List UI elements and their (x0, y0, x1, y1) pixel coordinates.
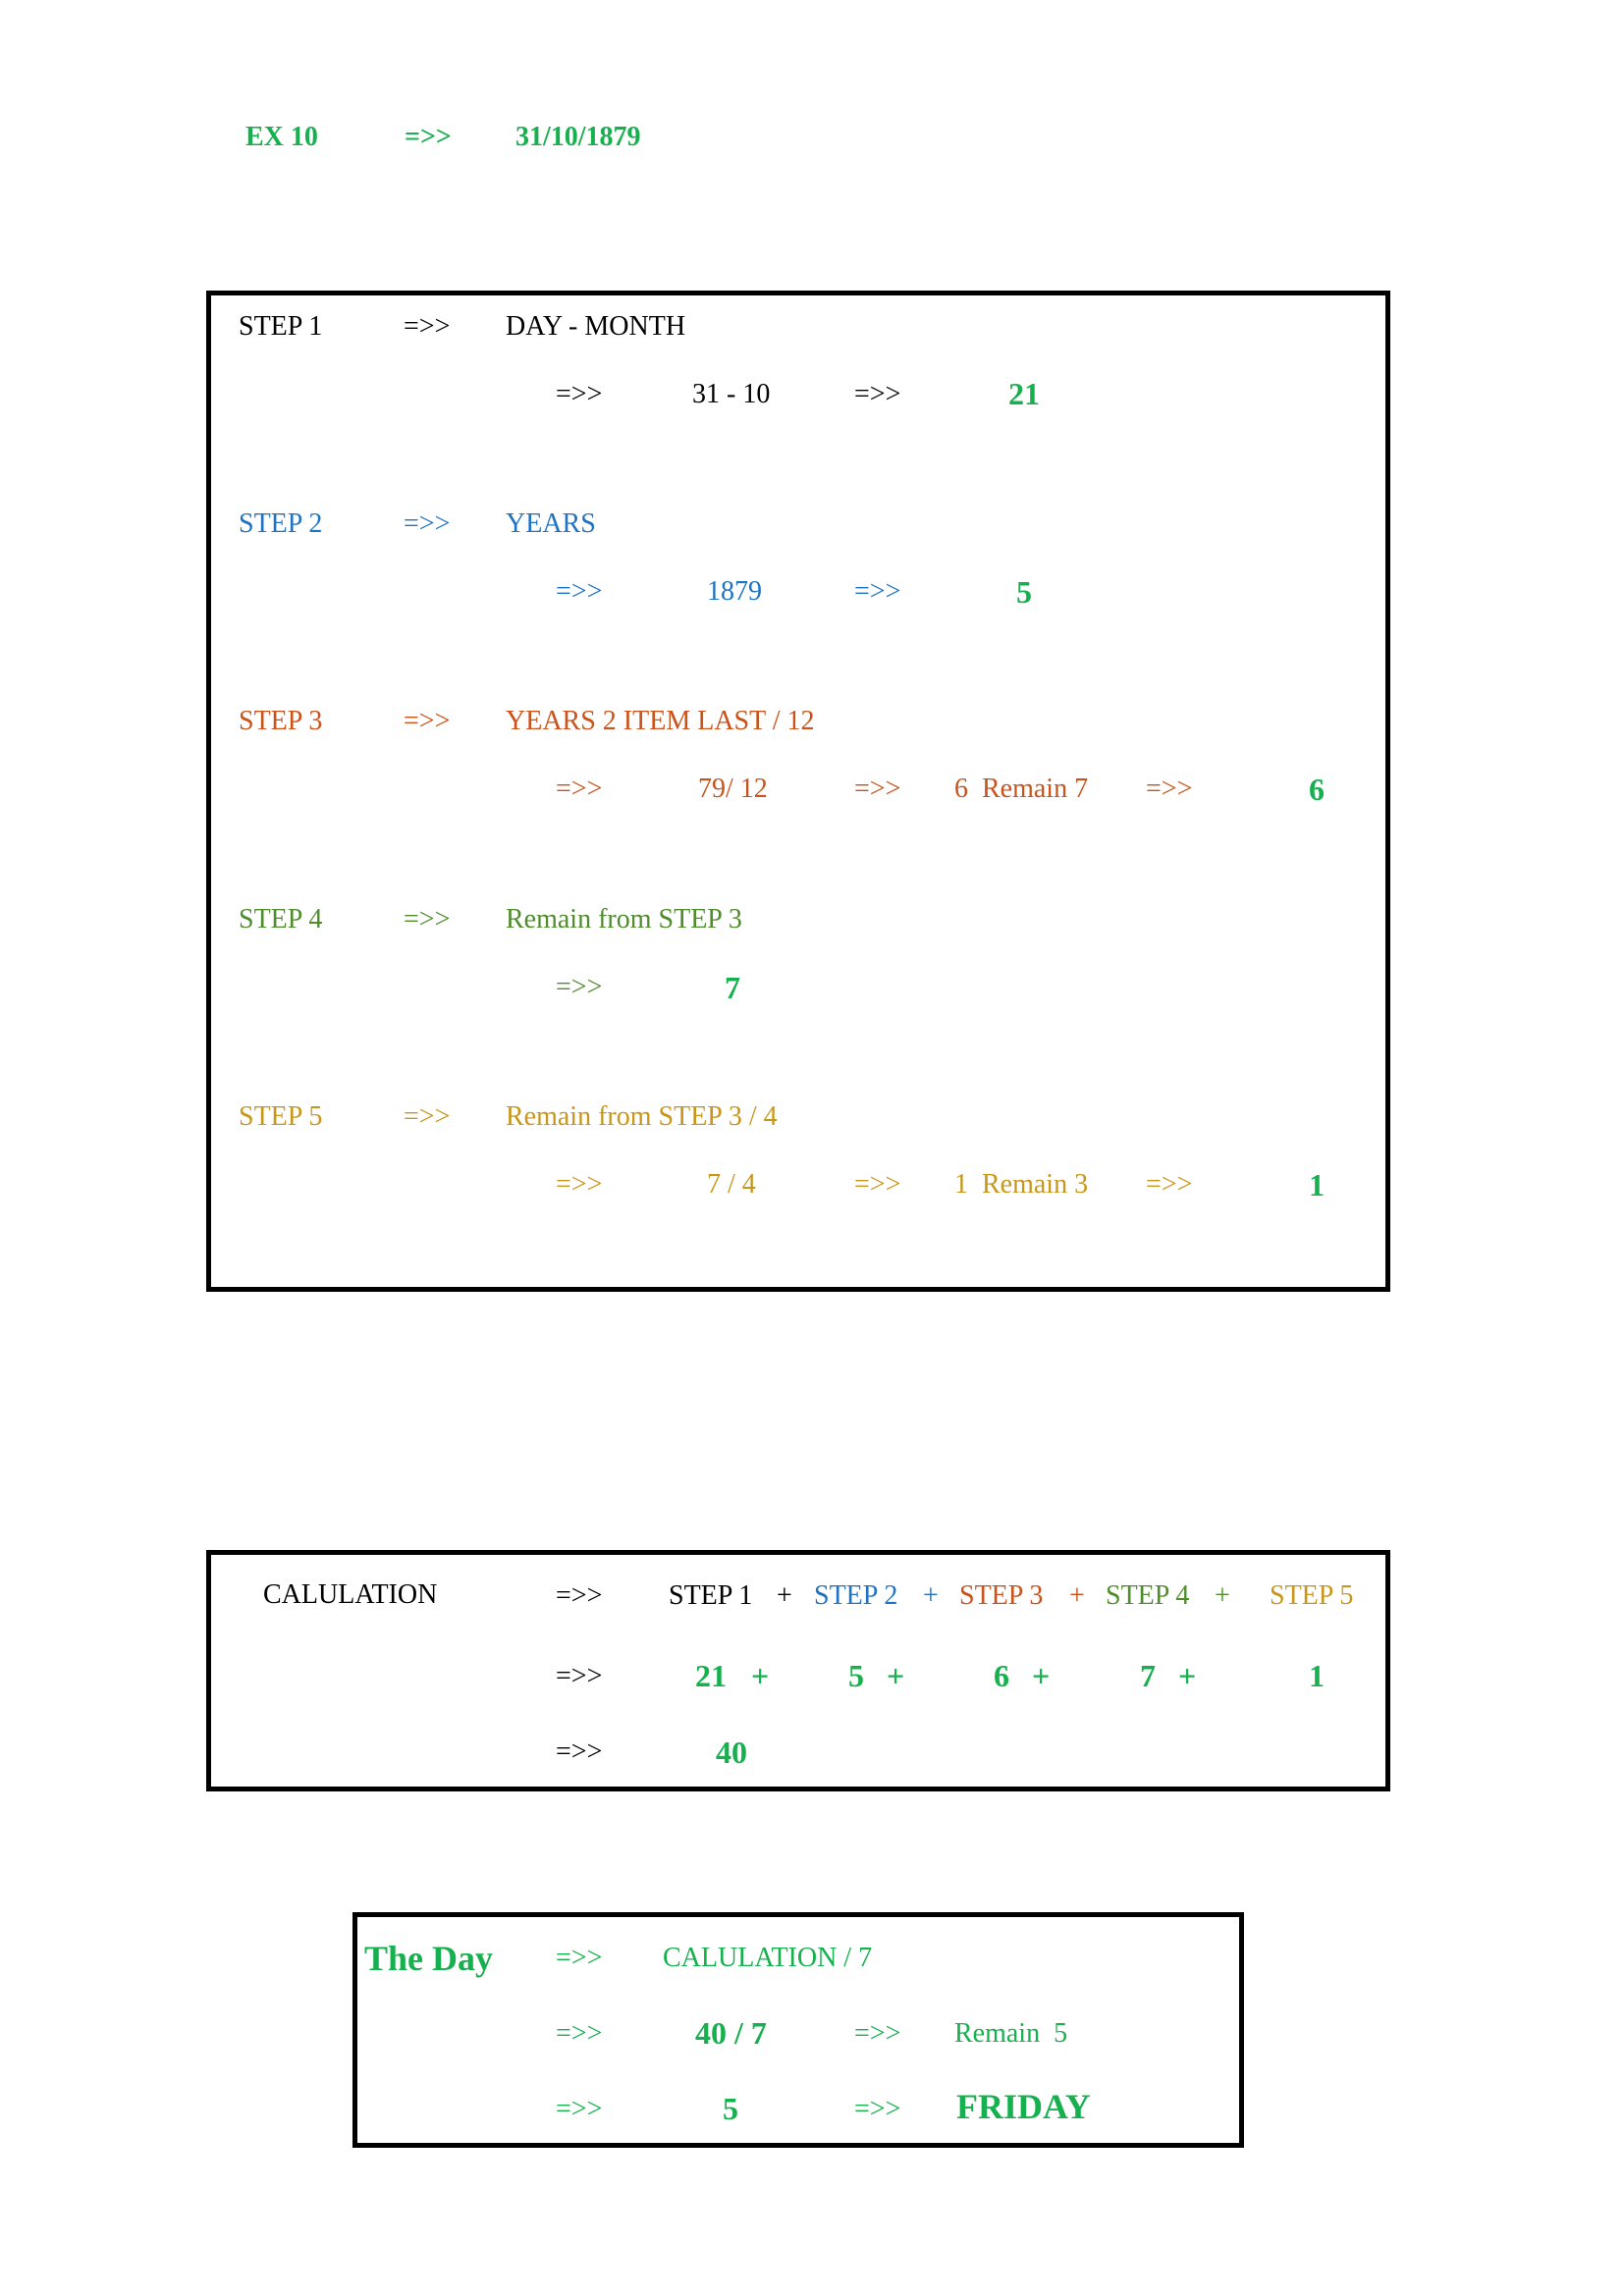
step4-result: 7 (725, 970, 740, 1005)
calc-step3-label: STEP 3 (959, 1580, 1044, 1611)
calc-plus-3: + (1069, 1580, 1085, 1611)
step3-description: YEARS 2 ITEM LAST / 12 (506, 706, 815, 736)
calc-value-plus-3: + (1032, 1658, 1051, 1693)
step1-result: 21 (1008, 376, 1040, 411)
step5-description: Remain from STEP 3 / 4 (506, 1101, 778, 1132)
step3-quotient-remainder: 6 Remain 7 (954, 774, 1089, 804)
calculation-arrow-3: =>> (556, 1736, 603, 1767)
calc-step2-label: STEP 2 (814, 1580, 898, 1611)
steps-box (206, 291, 1390, 1292)
step3-arrow-4: =>> (1146, 774, 1193, 804)
step5-arrow-4: =>> (1146, 1169, 1193, 1200)
step1-input: 31 - 10 (692, 379, 771, 409)
step5-label: STEP 5 (239, 1101, 323, 1132)
calc-plus-1: + (777, 1580, 792, 1611)
calculation-arrow-2: =>> (556, 1661, 603, 1691)
day-formula: CALULATION / 7 (663, 1943, 873, 1973)
calculation-label: CALULATION (263, 1579, 438, 1610)
calc-value-2: 5 (848, 1658, 864, 1693)
step2-description: YEARS (506, 508, 596, 539)
exercise-label: EX 10 (245, 122, 318, 152)
step1-label: STEP 1 (239, 311, 323, 342)
day-arrow-2: =>> (556, 2018, 603, 2049)
day-arrow-3: =>> (854, 2018, 901, 2049)
step4-description: Remain from STEP 3 (506, 904, 742, 934)
calc-value-plus-4: + (1178, 1658, 1197, 1693)
calc-value-1: 21 (695, 1658, 727, 1693)
calc-value-plus-2: + (887, 1658, 905, 1693)
step4-arrow: =>> (404, 904, 451, 934)
step3-result: 6 (1309, 772, 1325, 807)
calculation-total: 40 (716, 1735, 747, 1770)
step4-label: STEP 4 (239, 904, 323, 934)
step1-arrow: =>> (404, 311, 451, 342)
step2-arrow: =>> (404, 508, 451, 539)
step2-arrow-3: =>> (854, 576, 901, 607)
step3-arrow-2: =>> (556, 774, 603, 804)
step3-input: 79/ 12 (698, 774, 768, 804)
day-arrow-4: =>> (556, 2094, 603, 2124)
day-division: 40 / 7 (695, 2015, 767, 2051)
step5-arrow-3: =>> (854, 1169, 901, 1200)
calc-plus-2: + (923, 1580, 939, 1611)
step5-input: 7 / 4 (707, 1169, 756, 1200)
step2-result: 5 (1016, 574, 1032, 610)
day-arrow-1: =>> (556, 1943, 603, 1973)
step2-label: STEP 2 (239, 508, 323, 539)
calc-value-4: 7 (1140, 1658, 1156, 1693)
day-remainder: Remain 5 (954, 2018, 1068, 2049)
step2-input: 1879 (707, 576, 762, 607)
step5-arrow: =>> (404, 1101, 451, 1132)
step5-quotient-remainder: 1 Remain 3 (954, 1169, 1089, 1200)
step1-arrow-3: =>> (854, 379, 901, 409)
calc-value-3: 6 (994, 1658, 1009, 1693)
step3-arrow-3: =>> (854, 774, 901, 804)
calculation-arrow-1: =>> (556, 1580, 603, 1611)
calc-step5-label: STEP 5 (1270, 1580, 1354, 1611)
day-index: 5 (723, 2091, 738, 2126)
calc-value-5: 1 (1309, 1658, 1325, 1693)
step3-label: STEP 3 (239, 706, 323, 736)
step1-description: DAY - MONTH (506, 311, 686, 342)
calc-step1-label: STEP 1 (669, 1580, 753, 1611)
calc-step4-label: STEP 4 (1106, 1580, 1190, 1611)
day-arrow-5: =>> (854, 2094, 901, 2124)
day-answer: FRIDAY (956, 2087, 1091, 2126)
step5-result: 1 (1309, 1167, 1325, 1202)
calc-plus-4: + (1215, 1580, 1230, 1611)
exercise-date: 31/10/1879 (515, 122, 641, 152)
step1-arrow-2: =>> (556, 379, 603, 409)
step2-arrow-2: =>> (556, 576, 603, 607)
step3-arrow: =>> (404, 706, 451, 736)
step5-arrow-2: =>> (556, 1169, 603, 1200)
calc-value-plus-1: + (751, 1658, 770, 1693)
header-arrow: =>> (405, 122, 452, 152)
day-label: The Day (364, 1939, 494, 1978)
step4-arrow-2: =>> (556, 972, 603, 1002)
